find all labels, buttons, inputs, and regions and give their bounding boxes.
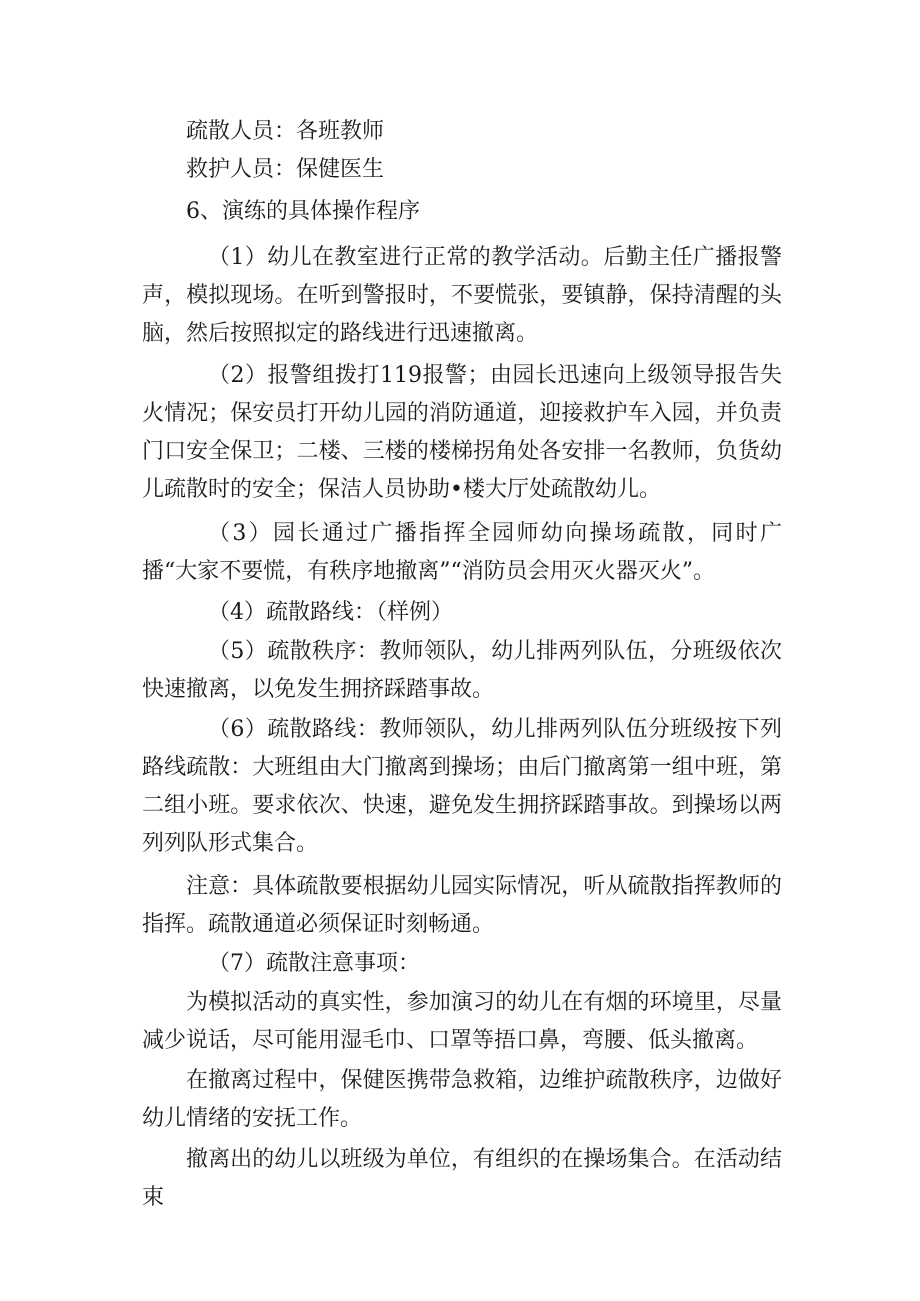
paragraph-precaution-1: 为模拟活动的真实性，参加演习的幼儿在有烟的环境里，尽量减少说话，尽可能用湿毛巾、口罩等捂口鼻，弯腰、低头撤离。: [142, 990, 782, 1053]
paragraph-note: 注意：具体疏散要根据幼儿园实际情况，听从硫散指挥教师的指挥。疏散通道必须保证时刻畅通。: [142, 874, 782, 937]
paragraph-step-4: （4）疏散路线：（样例）: [208, 600, 453, 625]
paragraph-evacuation-staff: 疏散人员：各班教师: [186, 119, 385, 144]
paragraph-step-3: （3）园长通过广播指挥全园师幼向操场疏散，同时广播“大家不要慌，有秩序地撤离”“消防员会用灭火器灭火”。: [142, 521, 782, 584]
paragraph-step-7: （7）疏散注意事项：: [208, 951, 420, 976]
paragraph-precaution-2: 在撤离过程中，保健医携带急救箱，边维护疏散秩序，边做好幼儿情绪的安抚工作。: [142, 1068, 782, 1131]
paragraph-step-6: （6）疏散路线：教师领队，幼儿排两列队伍分班级按下列路线疏散：大班组由大门撤离到操场；由后门撤离第一组中班，第二组小班。要求依次、快速，避免发生拥挤踩踏事故。到操场以两列列队形式集合。: [142, 717, 782, 856]
paragraph-precaution-3: 撤离出的幼儿以班级为单位，有组织的在操场集合。在活动结束: [142, 1147, 782, 1210]
paragraph-step-1: （1）幼儿在教室进行正常的教学活动。后勤主任广播报警声，模拟现场。在听到警报时，不要慌张，要镇静，保持清醒的头脑，然后按照拟定的路线进行迅速撤离。: [142, 245, 782, 346]
paragraph-step-5: （5）疏散秩序：教师领队，幼儿排两列队伍，分班级依次快速撤离，以免发生拥挤踩踏事故。: [142, 639, 782, 702]
paragraph-rescue-staff: 救护人员：保健医生: [186, 157, 385, 182]
section-heading-procedure: 6、演练的具体操作程序: [186, 199, 420, 224]
paragraph-step-2: （2）报警组拨打119报警；由园长迅速向上级领导报告失火情况；保安员打开幼儿园的消防通道，迎接救护车入园，并负责门口安全保卫；二楼、三楼的楼梯拐角处各安排一名教师，负货幼儿疏散时的安全；保洁人员协助•楼大厅处疏散幼儿。: [142, 363, 782, 502]
